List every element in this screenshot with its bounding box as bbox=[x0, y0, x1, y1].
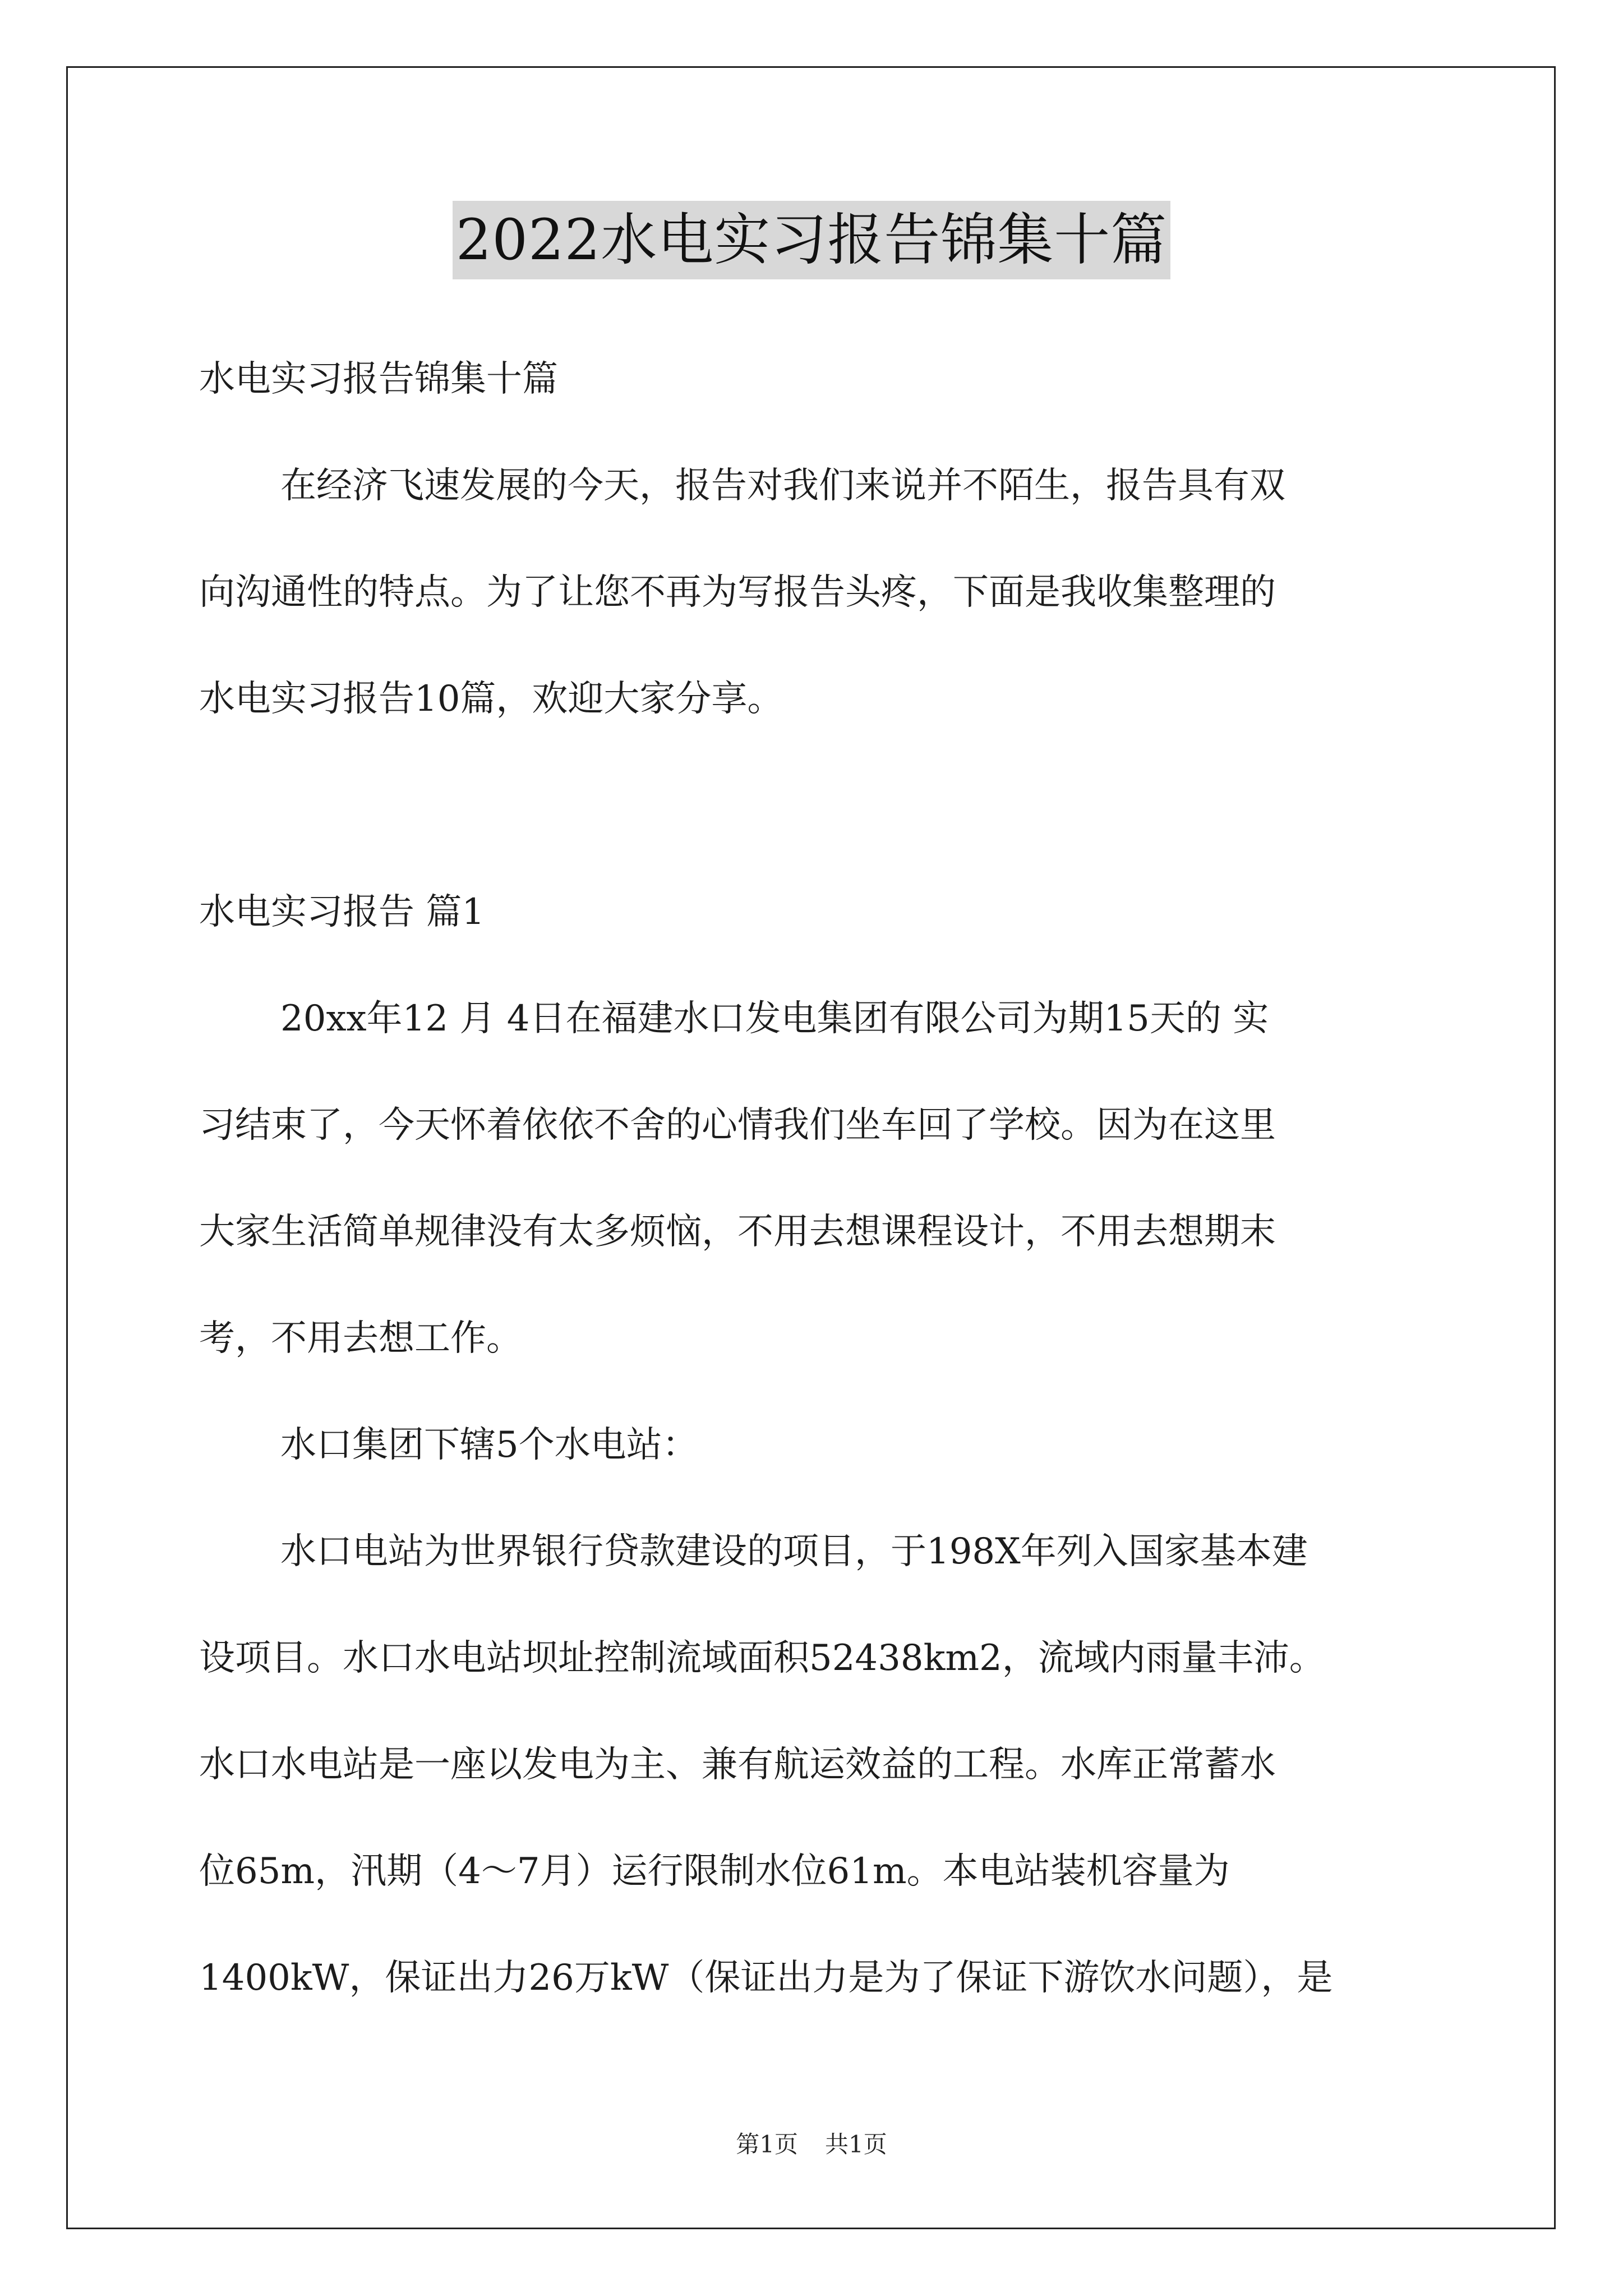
para1-line-1: 20xx年12 月 4日在福建水口发电集团有限公司为期15天的 实 bbox=[280, 998, 1269, 1039]
page-number: 第1页 bbox=[736, 2131, 798, 2158]
document-subtitle: 水电实习报告锦集十篇 bbox=[199, 358, 558, 400]
para3-line-5: 1400kW，保证出力26万kW（保证出力是为了保证下游饮水问题），是 bbox=[199, 1957, 1333, 1999]
para1-line-2: 习结束了，今天怀着依依不舍的心情我们坐车回了学校。因为在这里 bbox=[199, 1105, 1276, 1146]
para1-line-4: 考，不用去想工作。 bbox=[199, 1318, 522, 1359]
para3-line-1: 水口电站为世界银行贷款建设的项目，于198X年列入国家基本建 bbox=[280, 1531, 1308, 1572]
para2-line-1: 水口集团下辖5个水电站： bbox=[280, 1424, 698, 1466]
intro-line-1: 在经济飞速发展的今天，报告对我们来说并不陌生，报告具有双 bbox=[280, 465, 1285, 507]
para1-line-3: 大家生活简单规律没有太多烦恼，不用去想课程设计，不用去想期末 bbox=[199, 1211, 1276, 1253]
para3-line-2: 设项目。水口水电站坝址控制流域面积52438km2，流域内雨量丰沛。 bbox=[199, 1637, 1325, 1679]
page-total: 共1页 bbox=[825, 2131, 887, 2158]
section-heading: 水电实习报告 篇1 bbox=[199, 891, 485, 933]
para3-line-3: 水口水电站是一座以发电为主、兼有航运效益的工程。水库正常蓄水 bbox=[199, 1744, 1276, 1786]
para3-line-4: 位65m，汛期（4～7月）运行限制水位61m。本电站装机容量为 bbox=[199, 1851, 1230, 1892]
page-footer bbox=[0, 2129, 1623, 2160]
title-container bbox=[0, 201, 1623, 279]
intro-line-3: 水电实习报告10篇，欢迎大家分享。 bbox=[199, 678, 783, 720]
intro-line-2: 向沟通性的特点。为了让您不再为写报告头疼，下面是我收集整理的 bbox=[199, 572, 1276, 613]
document-title: 2022水电实习报告锦集十篇 bbox=[453, 201, 1171, 279]
